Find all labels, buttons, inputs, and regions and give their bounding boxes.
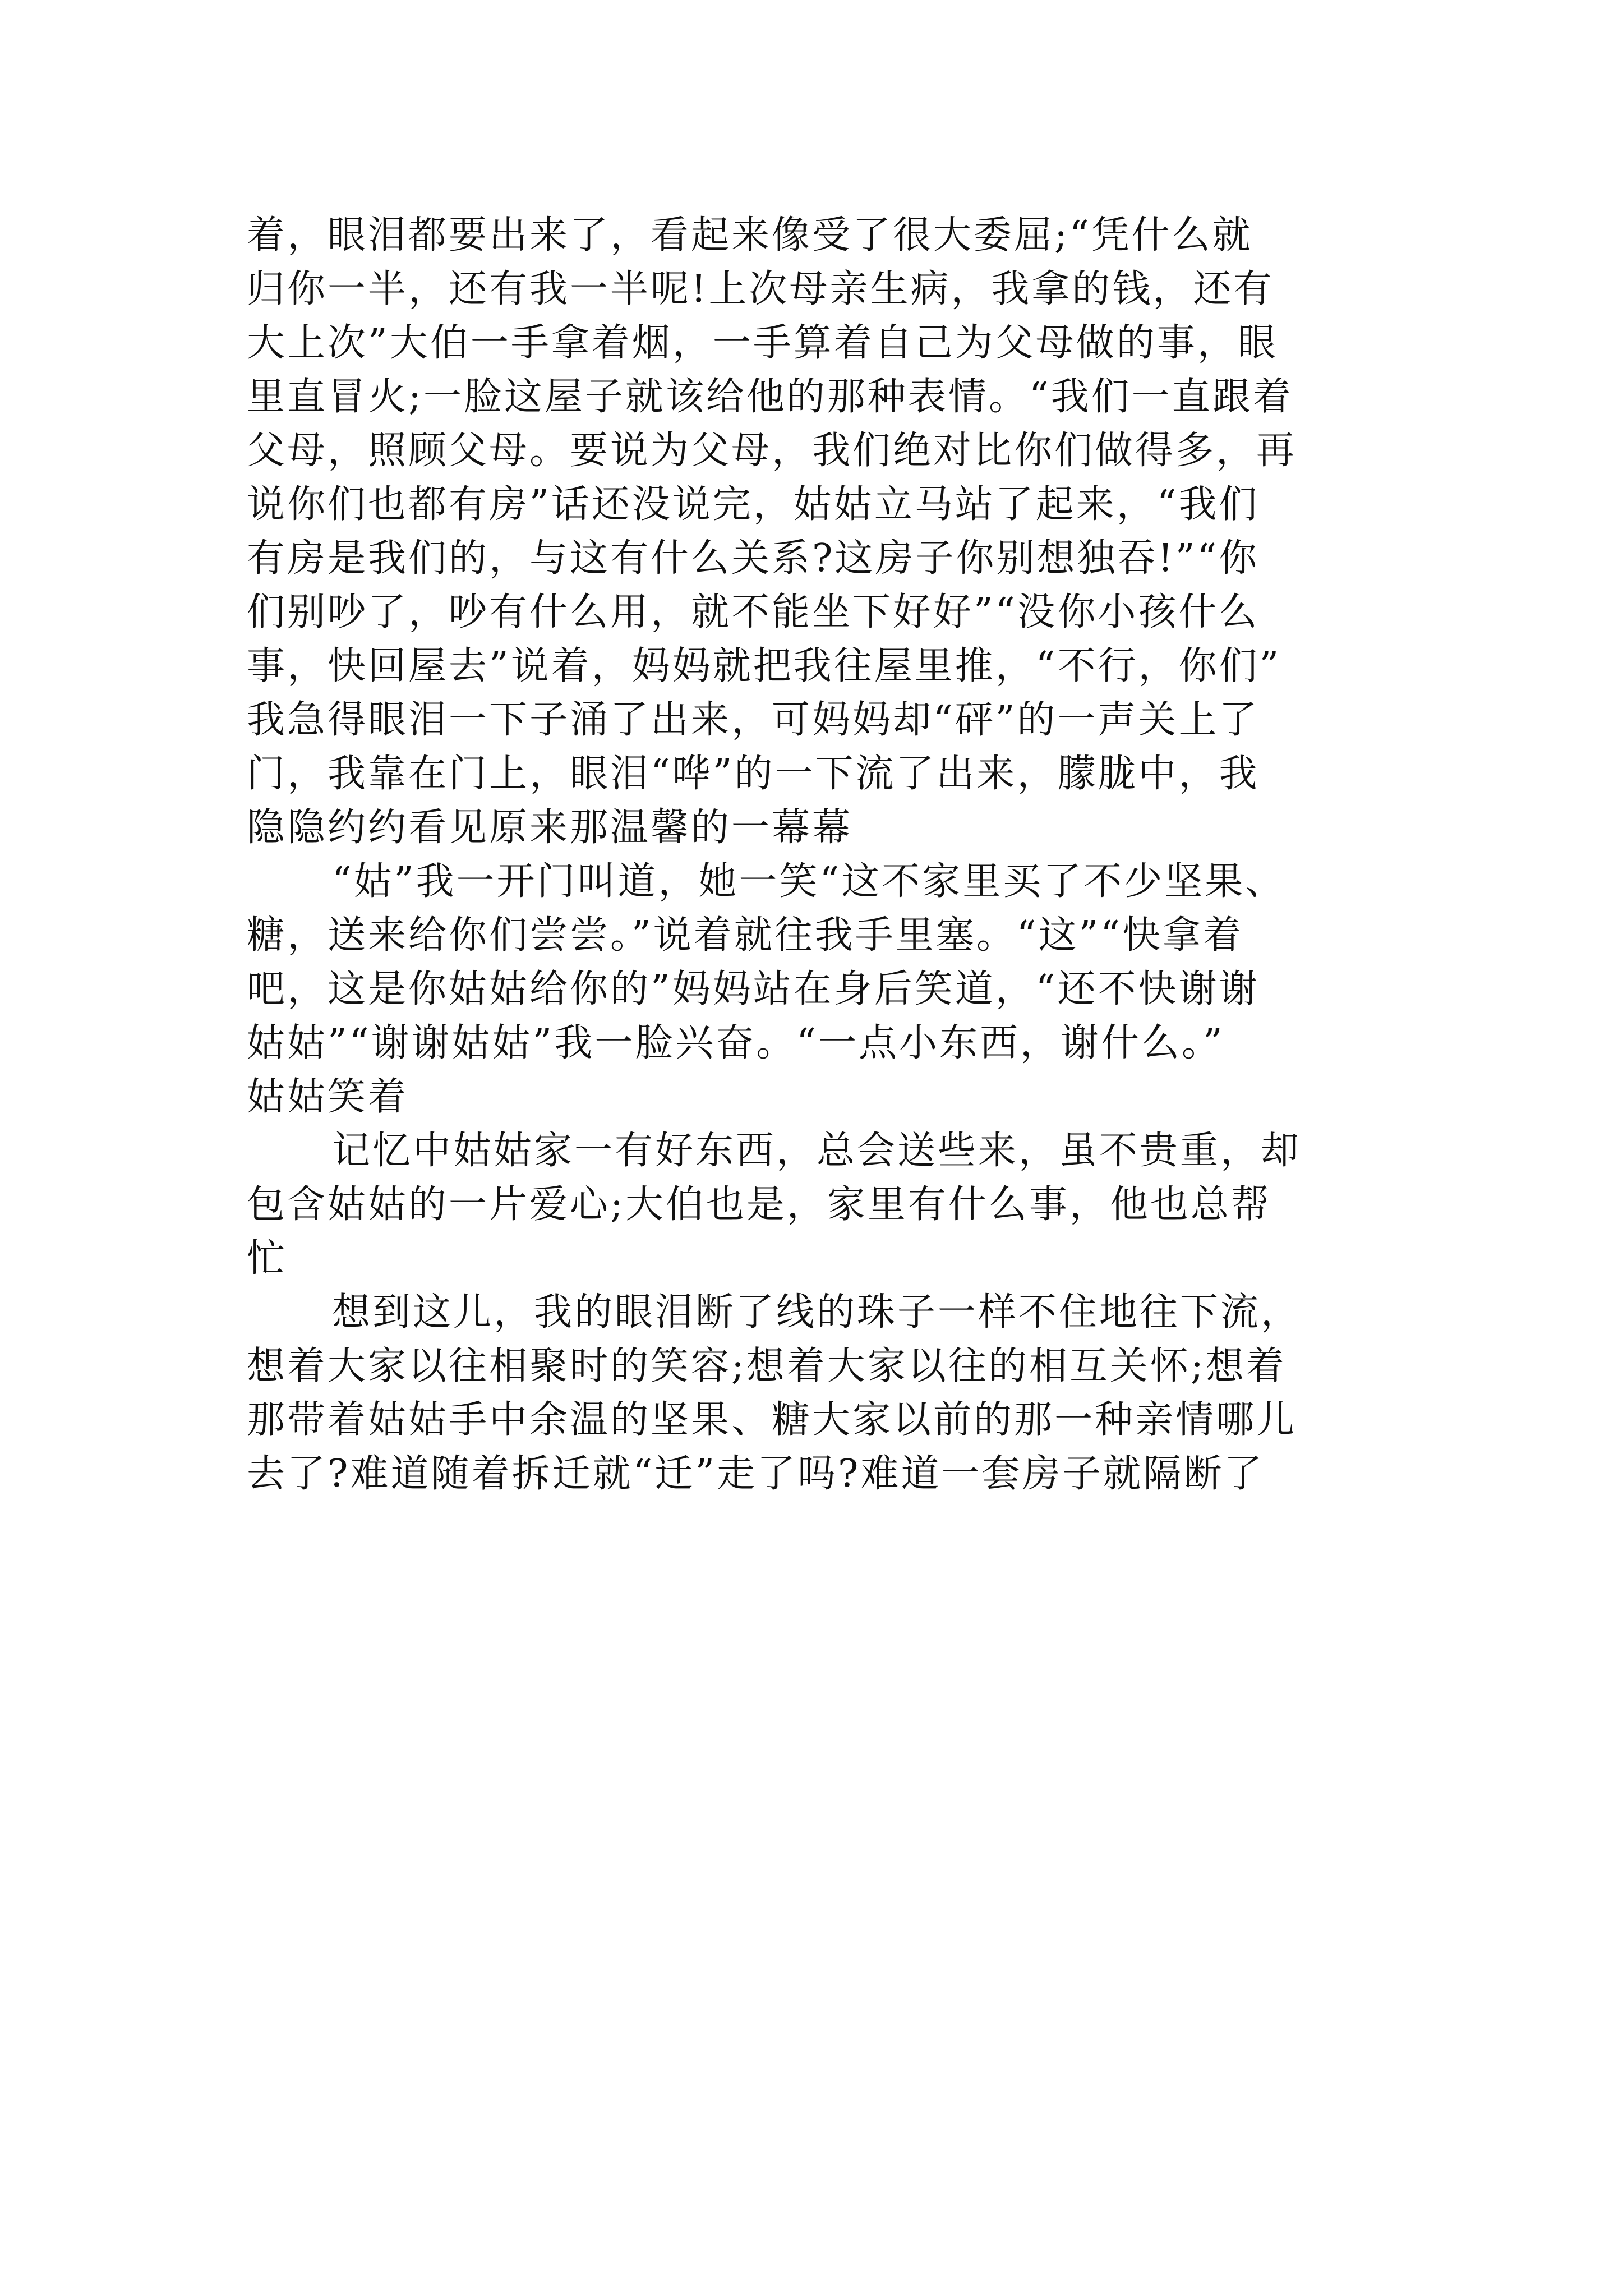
- text-line: 事，快回屋去”说着，妈妈就把我往屋里推，“不行，你们”: [247, 644, 1281, 688]
- paragraph: [247, 1286, 1391, 1501]
- text-line: 想到这儿，我的眼泪断了线的珠子一样不住地往下流，: [332, 1290, 1302, 1335]
- text-line: 归你一半，还有我一半呢!上次母亲生病，我拿的钱，还有: [247, 267, 1274, 311]
- text-line: 那带着姑姑手中余温的坚果、糖大家以前的那一种亲情哪儿: [247, 1398, 1297, 1442]
- text-line: 们别吵了，吵有什么用，就不能坐下好好”“没你小孩什么: [247, 590, 1260, 634]
- text-line: “姑”我一开门叫道，她一笑“这不家里买了不少坚果、: [332, 859, 1286, 904]
- document-body: [247, 209, 1391, 1501]
- text-line: 我急得眼泪一下子涌了出来，可妈妈却“砰”的一声关上了: [247, 698, 1260, 742]
- text-line: 大上次”大伯一手拿着烟，一手算着自己为父母做的事，眼: [247, 321, 1278, 365]
- text-line: 糖，送来给你们尝尝。”说着就往我手里塞。“这”“快拿着: [247, 913, 1244, 958]
- text-line: 姑姑”“谢谢姑姑”我一脸兴奋。“一点小东西，谢什么。”: [247, 1021, 1225, 1065]
- paragraph: [247, 855, 1391, 1124]
- text-line: 记忆中姑姑家一有好东西，总会送些来，虽不贵重，却: [332, 1129, 1302, 1173]
- text-line: 门，我靠在门上，眼泪“哗”的一下流了出来，朦胧中，我: [247, 752, 1260, 796]
- text-line: 隐隐约约看见原来那温馨的一幕幕: [247, 806, 853, 850]
- text-line: 着，眼泪都要出来了，看起来像受了很大委屈;“凭什么就: [247, 213, 1253, 257]
- text-line: 吧，这是你姑姑给你的”妈妈站在身后笑道，“还不快谢谢: [247, 967, 1260, 1011]
- text-line: 里直冒火;一脸这屋子就该给他的那种表情。“我们一直跟着: [247, 375, 1293, 419]
- text-line: 忙: [247, 1236, 288, 1281]
- text-line: 有房是我们的，与这有什么关系?这房子你别想独吞!”“你: [247, 536, 1260, 581]
- text-line: 包含姑姑的一片爱心;大伯也是，家里有什么事，他也总帮: [247, 1182, 1271, 1227]
- paragraph: [247, 209, 1391, 855]
- text-line: 父母，照顾父母。要说为父母，我们绝对比你们做得多，再: [247, 429, 1297, 473]
- text-line: 说你们也都有房”话还没说完，姑姑立马站了起来，“我们: [247, 482, 1260, 527]
- text-line: 想着大家以往相聚时的笑容;想着大家以往的相互关怀;想着: [247, 1344, 1287, 1388]
- text-line: 去了?难道随着拆迁就“迁”走了吗?难道一套房子就隔断了: [247, 1452, 1265, 1496]
- paragraph: [247, 1124, 1391, 1286]
- text-line: 姑姑笑着: [247, 1075, 409, 1119]
